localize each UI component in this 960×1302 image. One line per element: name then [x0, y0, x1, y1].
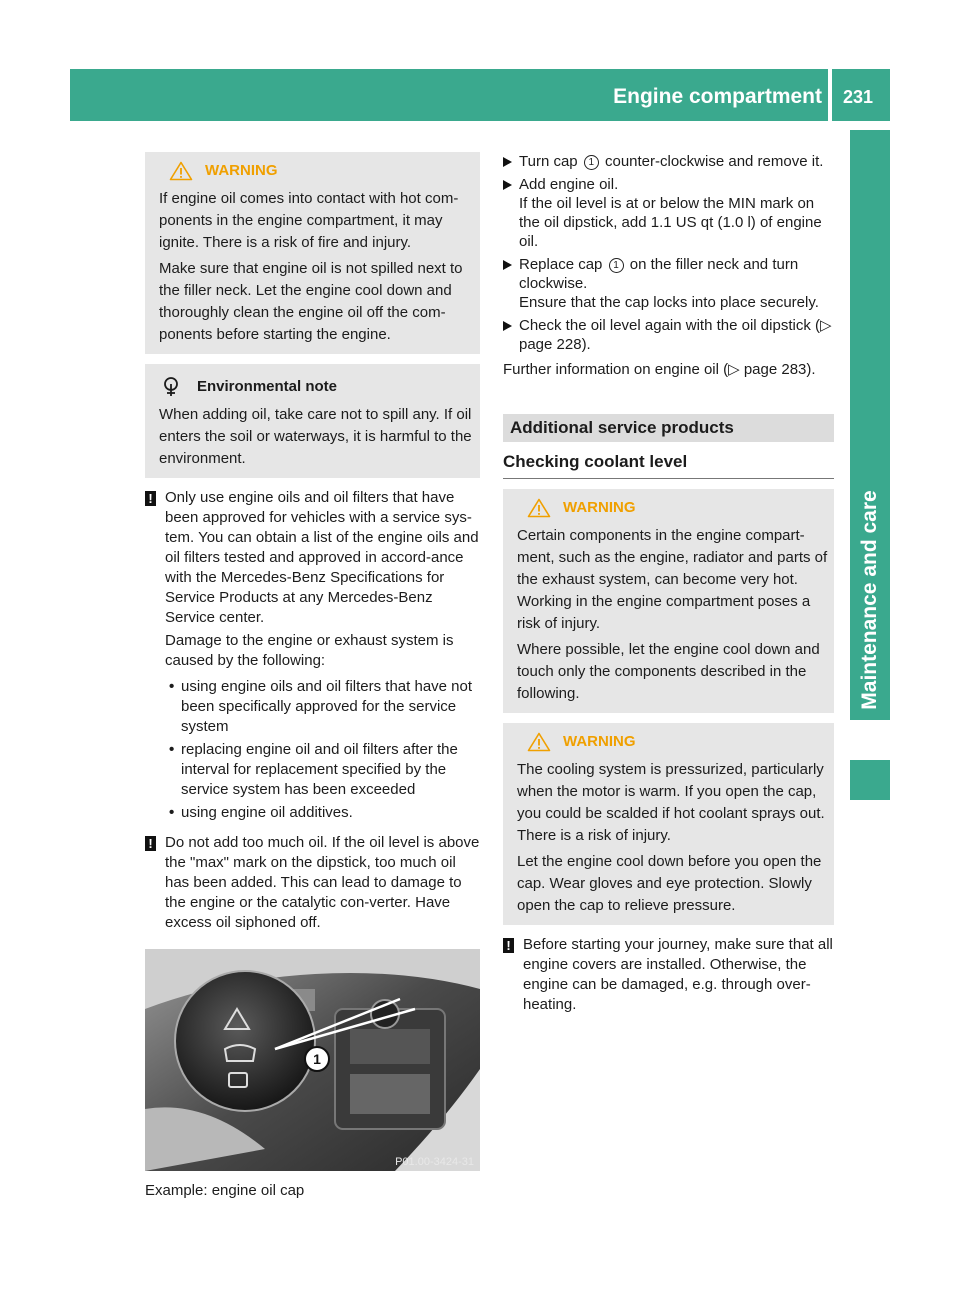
warning-label: WARNING: [205, 162, 278, 179]
step-item: Check the oil level again with the oil dipstick (▷ page 228).: [503, 316, 834, 354]
page-reference-link[interactable]: page 228).: [519, 336, 591, 353]
list-item: • replacing engine oil and oil filters after the interval for replacement specified by the service system has been exceeded: [165, 740, 480, 800]
warning-text: Make sure that engine oil is not spilled next to the filler neck. Let the engine cool down and thoroughly clean the engine oil off the com-ponents before starting the engine.: [159, 260, 463, 343]
right-column: [503, 152, 834, 1025]
chapter-marker: [850, 760, 890, 800]
notice-text: Only use engine oils and oil filters that have been approved for vehicles with a service sys-tem. You can obtain a list of the engine oils and oil filters tested and approved in accord-ance with the Mercedes-Benz Specifications for Service Products at any Mercedes-Benz Service center.: [165, 489, 479, 626]
warning-label: WARNING: [563, 499, 636, 516]
notice-approved-oils: [145, 488, 480, 823]
engine-bay-illustration: [145, 949, 480, 1171]
notice-text: Damage to the engine or exhaust system is caused by the following:: [165, 632, 454, 669]
warning-text: The cooling system is pressurized, particularly when the motor is warm. If you open the cap, you could be scalded if hot coolant sprays out. There is a risk of injury.: [517, 761, 825, 844]
warning-heading: [517, 729, 828, 755]
warning-box: [503, 723, 834, 925]
warning-text: If engine oil comes into contact with hot com-ponents in the engine compartment, it may ignite. There is a risk of fire and injury.: [159, 190, 459, 251]
header-divider: [828, 69, 832, 121]
callout-number: 1: [609, 258, 624, 273]
notice-text: Do not add too much oil. If the oil level is above the "max" mark on the dipstick, too much oil has been added. This can lead to damage to the engine or the catalytic con-verter. Have excess oil siphoned off.: [165, 834, 480, 931]
step-item: Replace cap 1 on the filler neck and turn clockwise. Ensure that the cap locks into place securely.: [503, 255, 834, 312]
notice-engine-covers: [503, 935, 834, 1015]
lightbulb-icon: [161, 376, 181, 398]
warning-heading: [517, 495, 828, 521]
photo-code: P01.00-3424-31: [395, 1156, 474, 1168]
page-number: 231: [843, 87, 874, 107]
chapter-tab-label: Maintenance and care: [858, 490, 881, 710]
oil-steps-list: [503, 152, 834, 354]
warning-text: Where possible, let the engine cool down and touch only the components described in the following.: [517, 641, 820, 702]
warning-box: [145, 152, 480, 354]
step-arrow-icon: [503, 321, 512, 331]
warning-box: [503, 489, 834, 713]
environmental-note-box: [145, 364, 480, 478]
step-item: Add engine oil. If the oil level is at or below the MIN mark on the oil dipstick, add 1.1 US qt (1.0 l) of engine oil.: [503, 175, 834, 251]
step-item: Turn cap 1 counter-clockwise and remove it.: [503, 152, 834, 171]
environmental-note-text: When adding oil, take care not to spill any. If oil enters the soil or waterways, it is harmful to the environment.: [159, 406, 472, 467]
notice-overfill: [145, 833, 480, 933]
section-heading: Additional service products: [503, 414, 834, 442]
exclamation-icon: !: [503, 938, 514, 953]
warning-triangle-icon: [527, 498, 551, 518]
list-item: • using engine oils and oil filters that have not been specifically approved for the service system: [165, 677, 480, 737]
warning-label: WARNING: [563, 733, 636, 750]
page-title: Engine compartment: [613, 85, 822, 108]
step-arrow-icon: [503, 157, 512, 167]
warning-triangle-icon: [169, 161, 193, 181]
callout-number: 1: [584, 155, 599, 170]
notice-text: Before starting your journey, make sure that all engine covers are installed. Otherwise, the engine can be damaged, e.g. through over-heating.: [523, 936, 833, 1013]
photo-callout-number: 1: [313, 1051, 321, 1067]
exclamation-icon: !: [145, 836, 156, 851]
list-item: • using engine oil additives.: [165, 803, 480, 823]
exclamation-icon: !: [145, 491, 156, 506]
page-ref-icon: ▷: [819, 317, 832, 334]
page-reference-link[interactable]: page 283).: [739, 361, 816, 378]
left-column: [145, 152, 480, 1201]
step-arrow-icon: [503, 180, 512, 190]
environmental-note-heading: [159, 374, 474, 400]
step-arrow-icon: [503, 260, 512, 270]
warning-triangle-icon: [527, 732, 551, 752]
subsection-heading: Checking coolant level: [503, 452, 834, 479]
warning-text: Let the engine cool down before you open the cap. Wear gloves and eye protection. Slowly open the cap to relieve pressure.: [517, 853, 822, 914]
damage-causes-list: [165, 677, 480, 823]
photo-caption: Example: engine oil cap: [145, 1182, 305, 1199]
engine-oil-cap-photo: [145, 949, 480, 1171]
warning-heading: [159, 158, 474, 184]
warning-text: Certain components in the engine compart-ment, such as the engine, radiator and parts of the exhaust system, can become very hot. Working in the engine compartment poses a risk of injury.: [517, 527, 828, 632]
page-ref-icon: ▷: [728, 361, 740, 378]
further-info: Further information on engine oil (▷ page 283).: [503, 361, 816, 378]
environmental-note-label: Environmental note: [197, 378, 338, 395]
